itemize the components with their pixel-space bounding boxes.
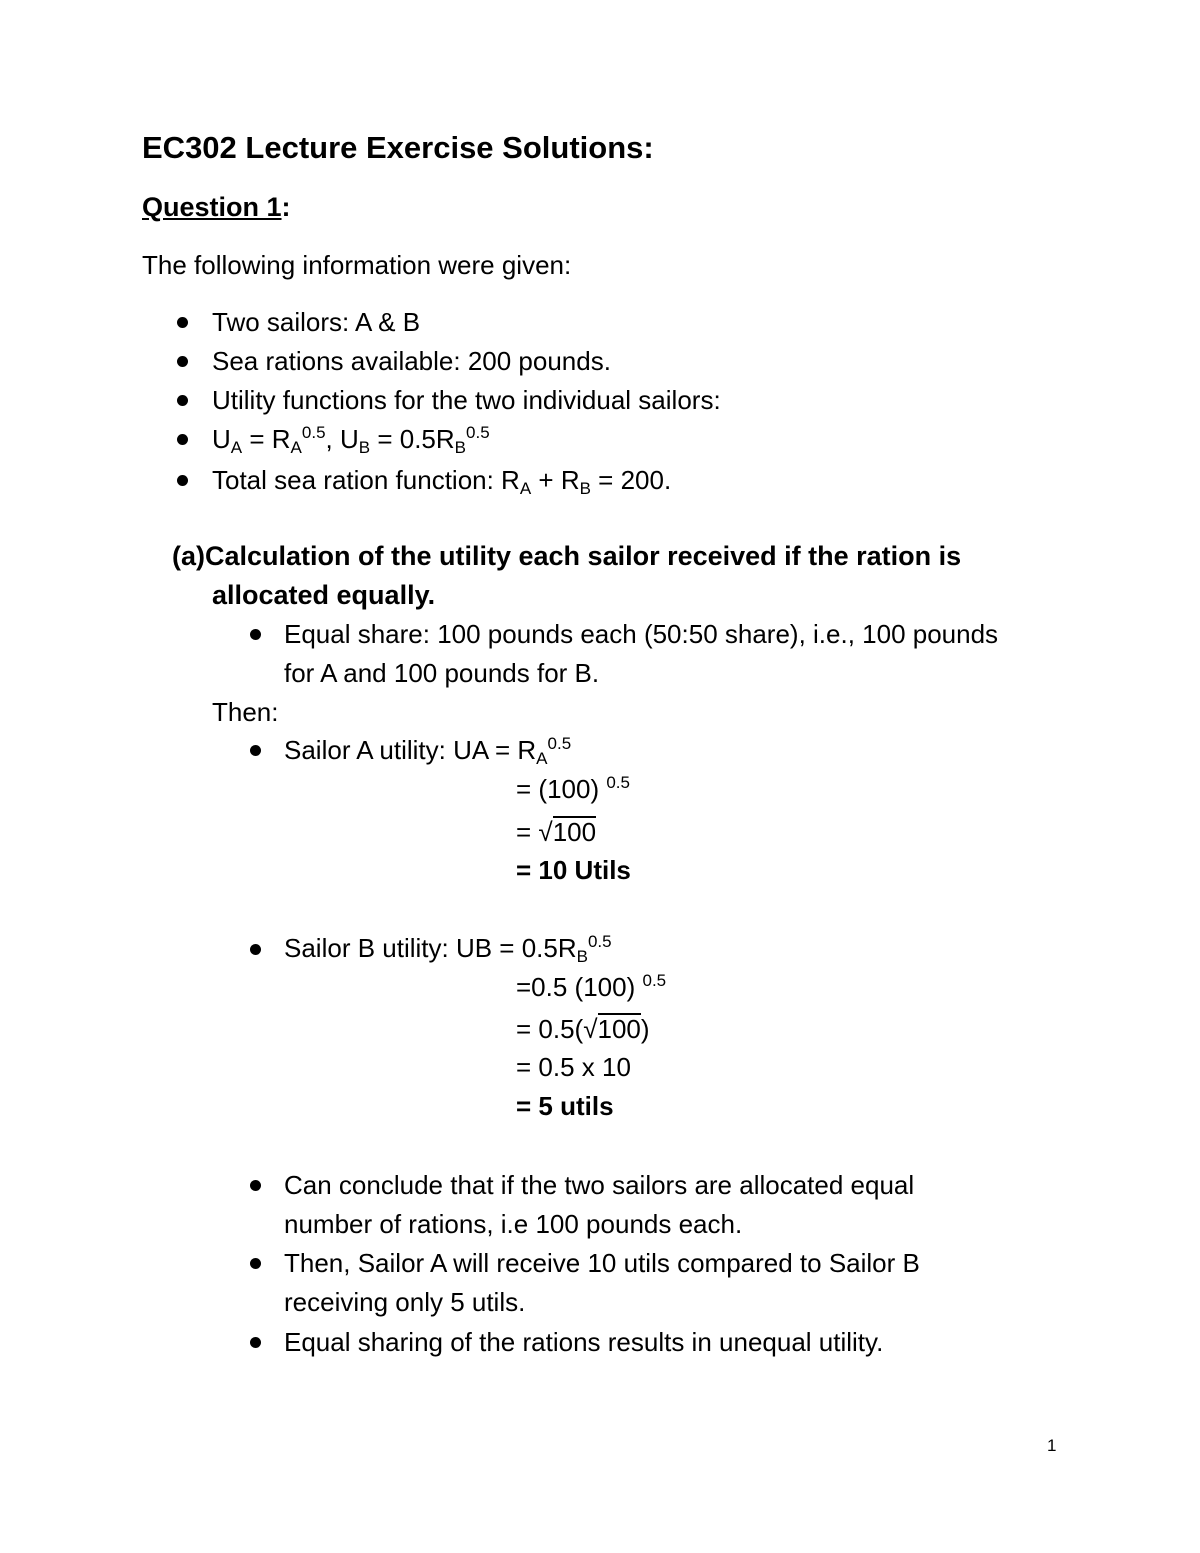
- bullet-icon: [177, 395, 188, 406]
- bullet-icon: [250, 629, 261, 640]
- intro-text: The following information were given:: [142, 250, 572, 280]
- bullet-icon: [177, 475, 188, 486]
- question-colon: :: [281, 192, 291, 222]
- given-item-5: Total sea ration function: $R_A + R_B = 200$.: [212, 465, 672, 498]
- bullet-icon: [250, 1258, 261, 1269]
- sqrt-icon: √: [583, 1014, 598, 1044]
- given-item-1: Two sailors: A & B: [212, 307, 421, 337]
- equal-share-line2: for A and 100 pounds for B.: [284, 658, 600, 688]
- question-label: Question 1: [142, 192, 282, 222]
- question-heading: [142, 194, 291, 221]
- sailor-b-utility: Sailor B utility: UB = $0.5R_B^{0.5}$: [284, 932, 612, 966]
- conclusion-2-line1: Then, Sailor A will receive 10 utils compared to Sailor B: [284, 1248, 920, 1278]
- bullet-icon: [250, 1180, 261, 1191]
- sailor-b-step1: =0.5 (100) $^{0.5}$: [516, 971, 667, 1002]
- bullet-icon: [250, 745, 261, 756]
- then-label: Then:: [212, 697, 279, 727]
- bullet-icon: [177, 434, 188, 445]
- part-a-heading-line1: (a)Calculation of the utility each sailor received if the ration is: [172, 541, 962, 571]
- sailor-b-result: = 5 utils: [516, 1091, 614, 1121]
- sailor-a-step2: = √100: [516, 817, 597, 847]
- bullet-icon: [250, 1337, 261, 1348]
- sqrt-icon: √: [538, 817, 553, 847]
- page-number: 1: [1047, 1436, 1057, 1455]
- sailor-a-step1: = (100) $^{0.5}$: [516, 773, 630, 804]
- conclusion-1-line2: number of rations, i.e 100 pounds each.: [284, 1209, 743, 1239]
- given-item-3: Utility functions for the two individual sailors:: [212, 385, 721, 415]
- bullet-icon: [177, 317, 188, 328]
- document-title: EC302 Lecture Exercise Solutions:: [142, 130, 654, 165]
- sailor-a-utility: Sailor A utility: UA = $R_A^{0.5}$: [284, 734, 572, 768]
- bullet-icon: [177, 356, 188, 367]
- sailor-a-result: = 10 Utils: [516, 855, 631, 885]
- bullet-icon: [250, 944, 261, 955]
- conclusion-3: Equal sharing of the rations results in unequal utility.: [284, 1327, 884, 1357]
- given-item-4: $U_A = R_A^{0.5}$, $U_B = 0.5R_B^{0.5}$: [212, 423, 490, 457]
- conclusion-1-line1: Can conclude that if the two sailors are allocated equal: [284, 1170, 915, 1200]
- sailor-b-step3: = 0.5 x 10: [516, 1052, 631, 1082]
- conclusion-2-line2: receiving only 5 utils.: [284, 1287, 526, 1317]
- given-item-2: Sea rations available: 200 pounds.: [212, 346, 611, 376]
- sailor-b-step2: = 0.5(√100): [516, 1014, 650, 1044]
- equal-share-line1: Equal share: 100 pounds each (50:50 share), i.e., 100 pounds: [284, 619, 999, 649]
- part-a-heading-line2: allocated equally.: [212, 580, 436, 610]
